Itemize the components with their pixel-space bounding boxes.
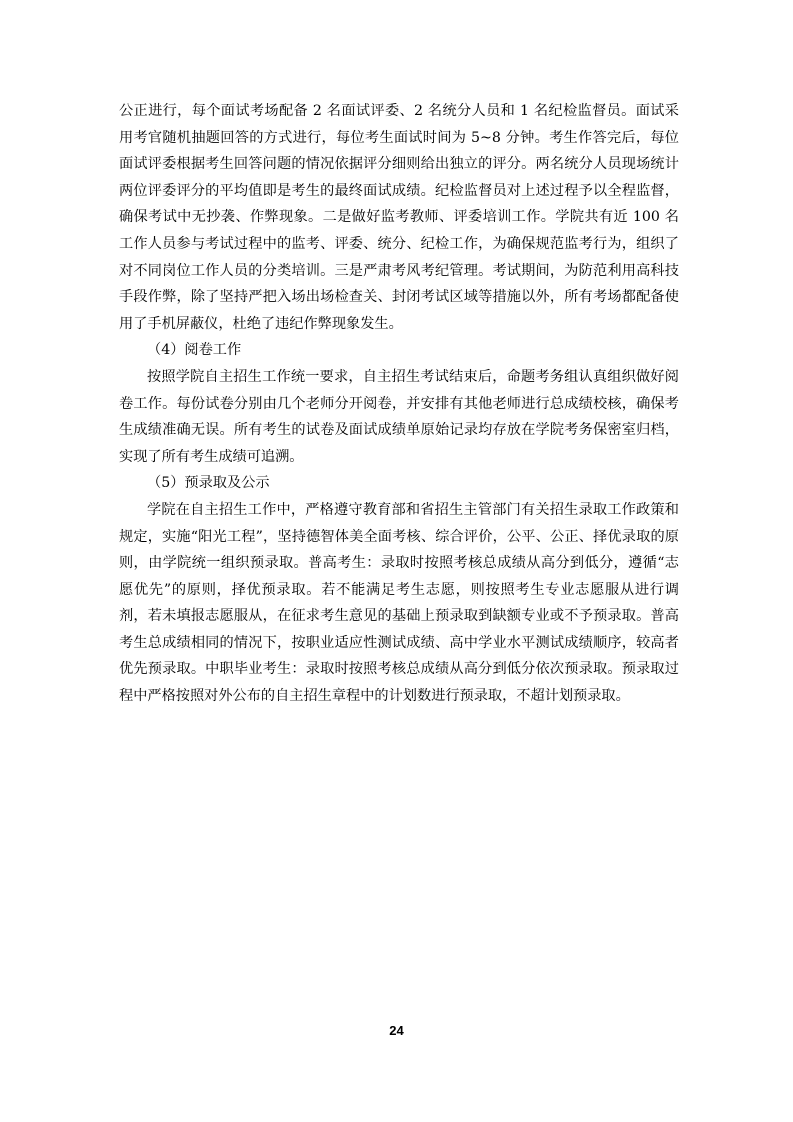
section-heading-marking: （4）阅卷工作 [147, 342, 242, 359]
section-heading-pre-admission: （5）预录取及公示 [147, 475, 270, 492]
paragraph-pre-admission: 学院在自主招生工作中，严格遵守教育部和省招生主管部门有关招生录取工作政策和规定，实施“阳光工程”，坚持德智体美全面考核、综合评价，公平、公正、择优录取的原则，由学院统一组织预录取。普高考生：录取时按照考核总成绩从高分到低分，遵循“志愿优先”的原则，择优预录取。若不能满足考生志愿，则按照考生专业志愿服从进行调剂，若未填报志愿服从，在征求考生意见的基础上预录取到缺额专业或不予预录取。普高考生总成绩相同的情况下，按职业适应性测试成绩、高中学业水平测试成绩顺序，较高者优先预录取。中职毕业考生：录取时按照考核总成绩从高分到低分依次预录取。预录取过程中严格按照对外公布的自主招生章程中的计划数进行预录取，不超计划预录取。 [119, 501, 679, 705]
paragraph-marking: 按照学院自主招生工作统一要求，自主招生考试结束后，命题考务组认真组织做好阅卷工作。每份试卷分别由几个老师分开阅卷，并安排有其他老师进行总成绩校核，确保考生成绩准确无误。所有考生的试卷及面试成绩单原始记录均存放在学院考务保密室归档，实现了所有考生成绩可追溯。 [119, 368, 679, 465]
paragraph-interview-process: 公正进行，每个面试考场配备 2 名面试评委、2 名统分人员和 1 名纪检监督员。面试采用考官随机抽题回答的方式进行，每位考生面试时间为 5~8 分钟。考生作答完后，每位面试评委根据考生回答问题的情况依据评分细则给出独立的评分。两名统分人员现场统计两位评委评分的平均值即是考生的最终面试成绩。纪检监督员对上述过程予以全程监督，确保考试中无抄袭、作弊现象。二是做好监考教师、评委培训工作。学院共有近 100 名工作人员参与考试过程中的监考、评委、统分、纪检工作，为确保规范监考行为，组织了对不同岗位工作人员的分类培训。三是严肃考风考纪管理。考试期间，为防范利用高科技手段作弊，除了坚持严把入场出场检查关、封闭考试区域等措施以外，所有考场都配备使用了手机屏蔽仪，杜绝了违纪作弊现象发生。 [119, 103, 679, 332]
page-number: 24 [389, 1023, 404, 1038]
document-body [119, 98, 679, 710]
